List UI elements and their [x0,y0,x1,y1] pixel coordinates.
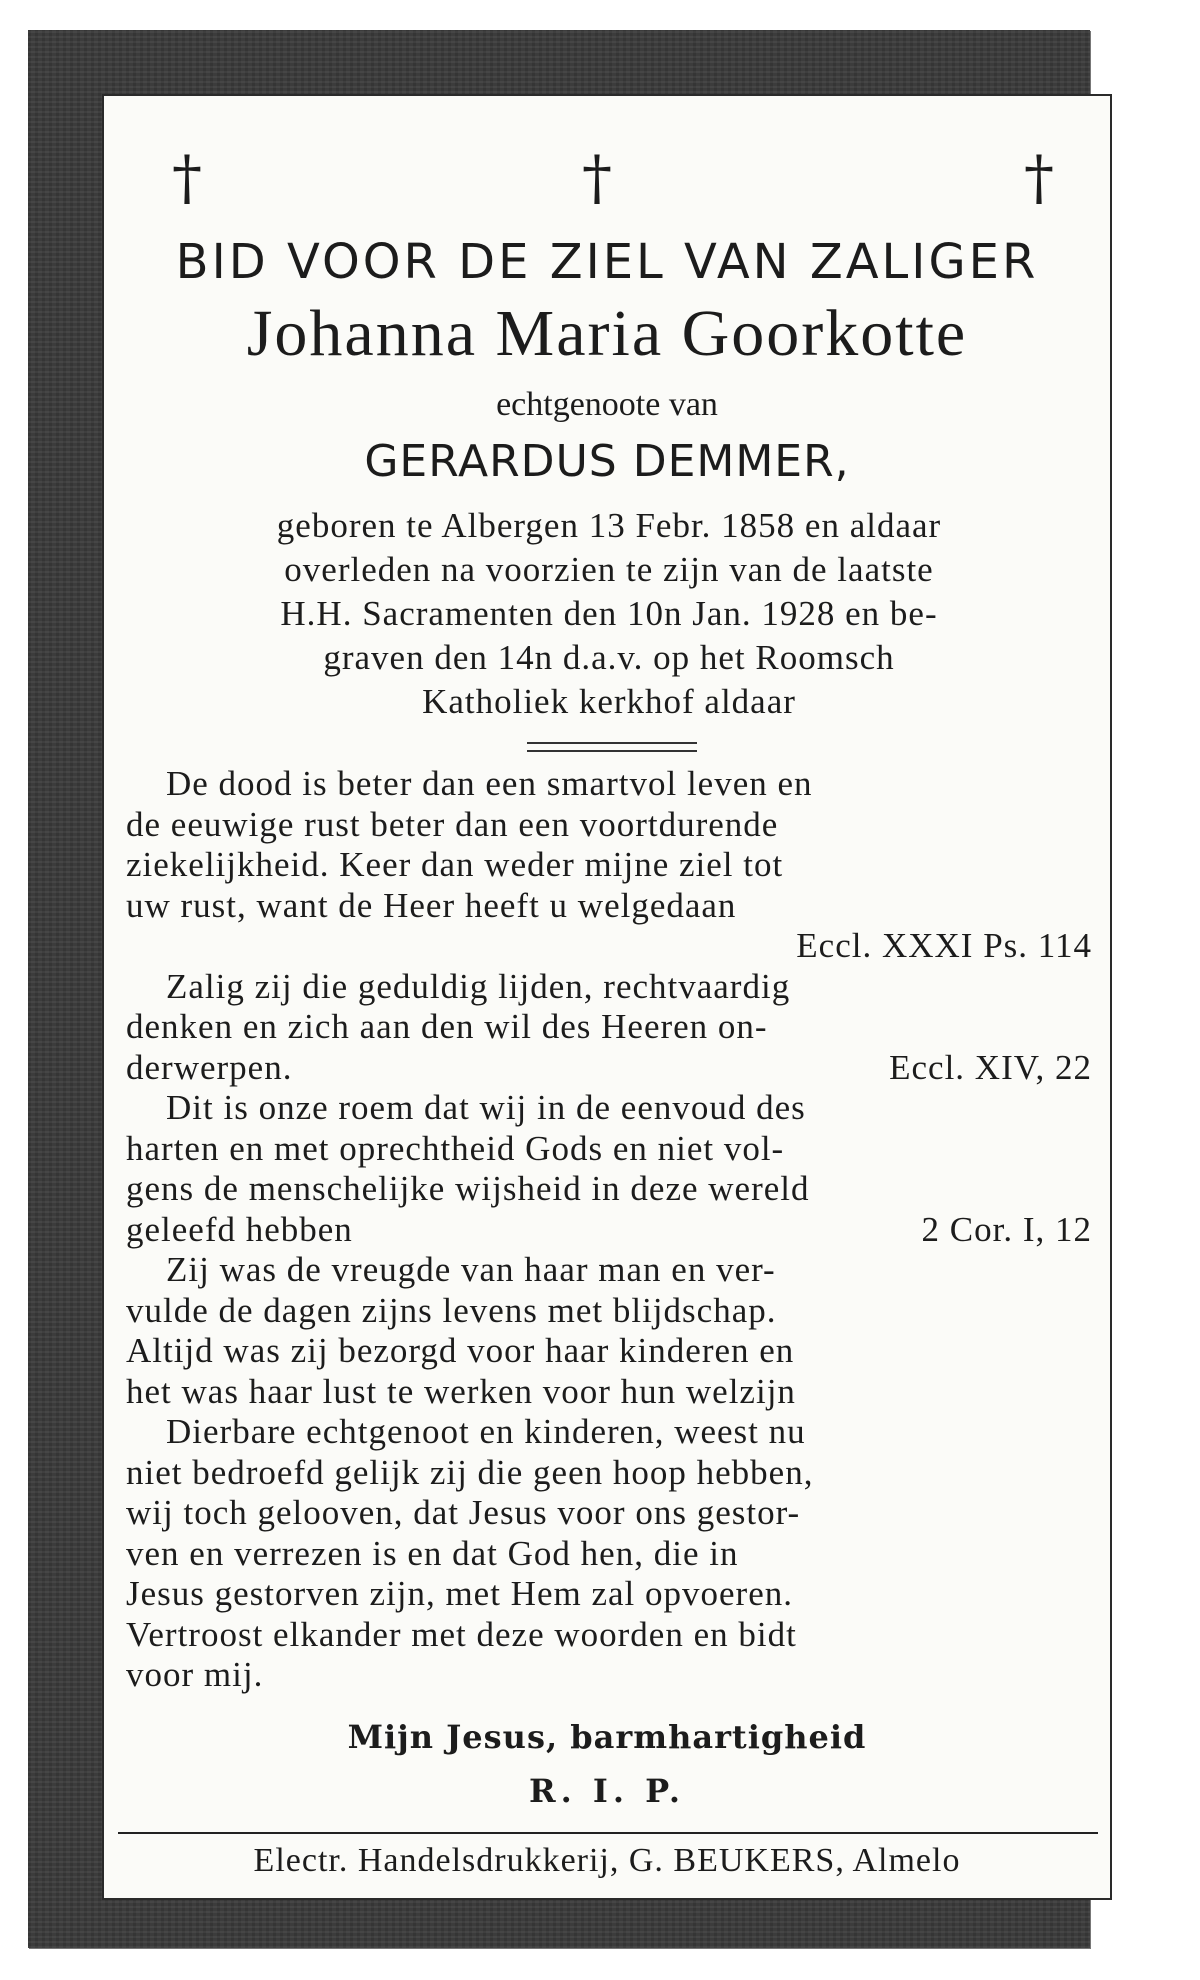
passage-text: ven en verrezen is en dat God hen, die in [126,1533,739,1573]
passage-line [126,1615,1092,1656]
biography-line: Katholiek kerkhof aldaar [422,682,796,721]
passage-line [126,1169,1092,1210]
scripture-passages [126,764,1092,1696]
passage-text: voor mij. [126,1655,264,1694]
biography-line: geboren te Albergen 13 Febr. 1858 en aldaar [276,506,942,545]
passage-text: uw rust, want de Heer heeft u welgedaan [126,885,737,925]
passage-line [126,1291,1092,1332]
scripture-reference: Eccl. XXXI Ps. 114 [796,926,1092,965]
passage-text: denken en zich aan den wil des Heeren on- [126,1007,768,1046]
rip-text: R. I. P. [528,1772,686,1810]
spouse-intro: echtgenoote van [496,386,718,423]
passage-line [126,1007,1092,1048]
passage-text: Vertroost elkander met deze woorden en bidt [126,1614,797,1654]
passage-line [126,1412,1092,1453]
passage-line [126,967,1092,1008]
passage-text: wij toch gelooven, dat Jesus voor ons gestor- [126,1493,801,1532]
passage-line [126,1331,1092,1372]
cross-icon: † [172,143,202,213]
passage-line [126,926,1092,967]
biography-line: overleden na voorzien te zijn van de laatste [284,550,934,589]
footer-divider [118,1832,1098,1834]
passage-line [126,1129,1092,1170]
divider [527,742,697,752]
passage-text: Zij was de vreugde van haar man en ver- [166,1250,776,1289]
passage-line [126,1250,1092,1291]
passage-line [126,1493,1092,1534]
spouse-name: GERARDUS DEMMER, [364,436,850,487]
memorial-card [28,30,1090,1948]
card-heading: BID VOOR DE ZIEL VAN ZALIGER [175,234,1039,290]
passage-line [126,1372,1092,1413]
passage-text: Dit is onze roem dat wij in de eenvoud des [166,1088,806,1127]
passage-text: vulde de dagen zijns levens met blijdschap. [126,1290,777,1330]
passage-line [126,1534,1092,1575]
cross-icon: † [1024,143,1054,213]
passage-line [126,764,1092,805]
passage-text: Altijd was zij bezorgd voor haar kinderen en [126,1331,795,1370]
passage-line [126,845,1092,886]
cross-icon: † [582,143,612,213]
passage-line [126,886,1092,927]
passage-text: niet bedroefd gelijk zij die geen hoop hebben, [126,1452,814,1492]
closing-prayer: Mijn Jesus, barmhartigheid [347,1718,867,1756]
passage-line [126,805,1092,846]
biography-line: H.H. Sacramenten den 10n Jan. 1928 en be- [280,594,938,633]
passage-text: derwerpen. [126,1047,293,1087]
scripture-reference: 2 Cor. I, 12 [921,1209,1092,1249]
card-text-panel [102,94,1112,1900]
biography [134,504,1084,724]
passage-text: Dierbare echtgenoot en kinderen, weest nu [166,1412,806,1451]
passage-line [126,1210,1092,1251]
passage-line [126,1574,1092,1615]
passage-text: Zalig zij die geduldig lijden, rechtvaardig [166,966,791,1006]
passage-text: gens de menschelijke wijsheid in deze wereld [126,1169,810,1208]
biography-line: graven den 14n d.a.v. op het Roomsch [323,638,895,677]
passage-text: ziekelijkheid. Keer dan weder mijne ziel tot [126,845,784,884]
passage-line [126,1453,1092,1494]
passage-text: geleefd hebben [126,1209,353,1249]
printer-credit: Electr. Handelsdrukkerij, G. BEUKERS, Almelo [253,1842,961,1879]
passage-text: De dood is beter dan een smartvol leven en [166,764,813,803]
passage-text: Jesus gestorven zijn, met Hem zal opvoeren. [126,1574,793,1613]
passage-text: harten en met oprechtheid Gods en niet vol- [126,1128,785,1168]
passage-text: het was haar lust te werken voor hun welzijn [126,1371,796,1411]
passage-line [126,1048,1092,1089]
passage-text: de eeuwige rust beter dan een voortdurende [126,804,779,844]
deceased-name: Johanna Maria Goorkotte [246,297,968,370]
passage-line [126,1088,1092,1129]
passage-line [126,1655,1092,1696]
scripture-reference: Eccl. XIV, 22 [889,1047,1092,1087]
